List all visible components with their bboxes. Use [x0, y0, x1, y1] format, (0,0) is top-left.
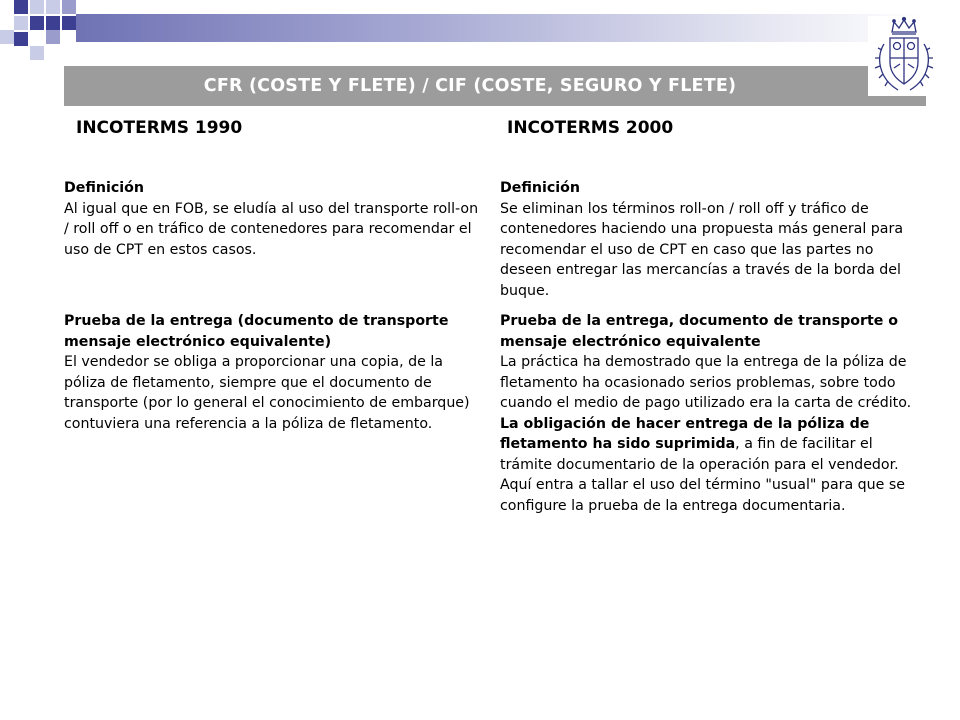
- definicion-2000: [500, 178, 914, 301]
- header-gradient-strip: [76, 14, 926, 42]
- prueba-entrega-2000-body-part2: , a fin de facilitar el trámite documentario de la operación para el vendedor. Aquí entra a tallar el uso del término "usual" para que se configure la prueba de la entrega documentaria.: [500, 436, 906, 514]
- definicion-1990: [64, 178, 484, 260]
- prueba-entrega-1990: [64, 311, 484, 434]
- decor-square: [30, 16, 44, 30]
- crest-icon: [868, 16, 940, 96]
- decor-square: [30, 0, 44, 14]
- decor-square: [0, 30, 14, 44]
- prueba-entrega-2000-body: [500, 352, 914, 516]
- definicion-2000-body: Se eliminan los términos roll-on / roll off y tráfico de contenedores haciendo una propuesta más general para recomendar el uso de CPT en caso que las partes no deseen entregar las mercancías a través de la borda del buque.: [500, 200, 904, 299]
- column-heading-2000: INCOTERMS 2000: [507, 118, 674, 138]
- column-heading-1990: INCOTERMS 1990: [76, 118, 243, 138]
- decor-square: [30, 46, 44, 60]
- prueba-entrega-2000-body-bold: La obligación de hacer entrega de la póliza de fletamento ha sido suprimida: [500, 415, 870, 452]
- definicion-1990-body: Al igual que en FOB, se eludía al uso del transporte roll-on / roll off o en tráfico de contenedores para recomendar el uso de CPT en estos casos.: [64, 200, 479, 258]
- decor-square: [46, 30, 60, 44]
- prueba-entrega-2000-body-part1: La práctica ha demostrado que la entrega de la póliza de fletamento ha ocasionado serios problemas, sobre todo cuando el medio de pago utilizado era la carta de crédito.: [500, 354, 912, 411]
- decor-square: [46, 0, 60, 14]
- prueba-entrega-2000: [500, 311, 914, 516]
- definicion-2000-heading: Definición: [500, 180, 580, 196]
- prueba-entrega-1990-body: El vendedor se obliga a proporcionar una copia, de la póliza de fletamento, siempre que el documento de transporte (por lo general el conocimiento de embarque) contuviera una referencia a la póliza de fletamento.: [64, 354, 470, 432]
- decor-square: [62, 16, 76, 30]
- decor-square: [14, 0, 28, 14]
- decor-square: [14, 32, 28, 46]
- page-title: CFR (COSTE Y FLETE) / CIF (COSTE, SEGURO Y FLETE): [203, 76, 737, 96]
- decor-square: [62, 0, 76, 14]
- prueba-entrega-1990-heading: Prueba de la entrega (documento de transporte mensaje electrónico equivalente): [64, 313, 449, 350]
- decor-square: [46, 16, 60, 30]
- university-crest-logo: [868, 16, 940, 96]
- decor-square: [14, 16, 28, 30]
- prueba-entrega-2000-heading: Prueba de la entrega, documento de transporte o mensaje electrónico equivalente: [500, 313, 899, 350]
- definicion-1990-heading: Definición: [64, 180, 144, 196]
- title-bar: [64, 66, 926, 106]
